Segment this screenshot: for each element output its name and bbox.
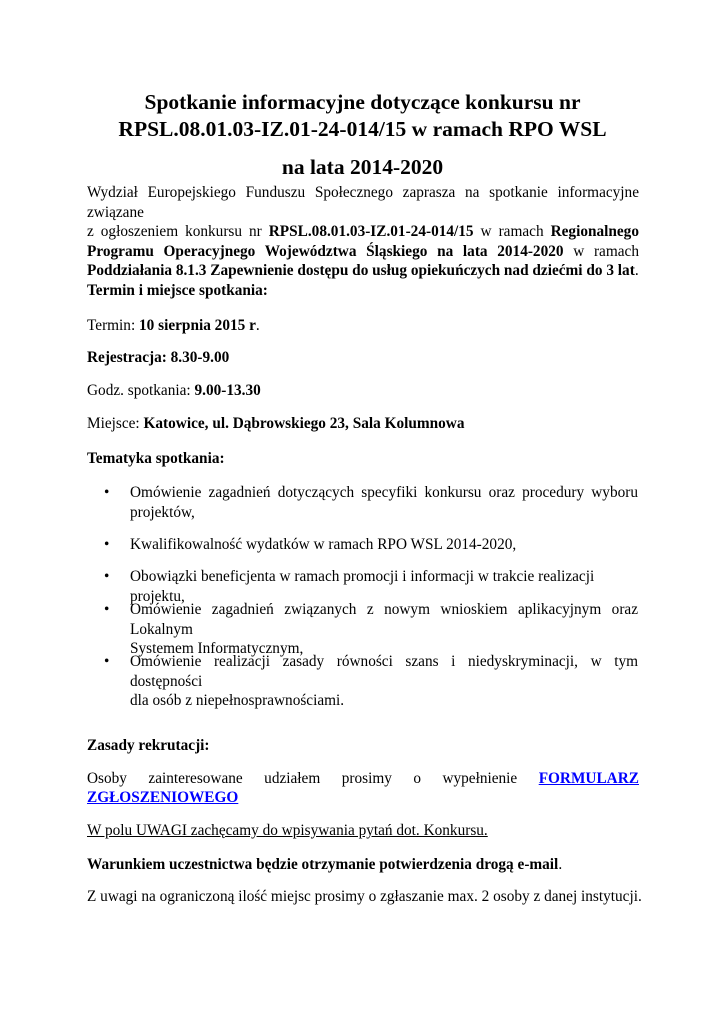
recruitment-heading	[87, 736, 210, 756]
list-item-line: Omówienie zagadnień dotyczących specyfiki konkursu oraz procedury wyboru	[130, 484, 638, 501]
title-line-2: RPSL.08.01.03-IZ.01-24-014/15 w ramach RPO WSL	[118, 117, 607, 141]
list-item-text	[130, 600, 638, 659]
intro-text: .	[634, 262, 639, 279]
details-heading	[87, 281, 268, 301]
place-value: Katowice, ul. Dąbrowskiego 23, Sala Kolumnowa	[143, 415, 465, 432]
date-value: 10 sierpnia 2015 r	[139, 317, 256, 334]
word: wypełnienie	[442, 770, 518, 787]
registration-form-link[interactable]: FORMULARZ	[538, 770, 639, 787]
topics-heading-text: Tematyka spotkania:	[87, 450, 225, 467]
bullet-icon: •	[104, 601, 110, 618]
registration-form-link[interactable]: ZGŁOSZENIOWEGO	[87, 789, 239, 806]
title-line-1: Spotkanie informacyjne dotyczące konkursu nr	[144, 90, 581, 114]
program-name-start: Regionalnego	[550, 223, 639, 240]
recruitment-heading-text: Zasady rekrutacji:	[87, 737, 210, 754]
bullet-icon: •	[104, 653, 110, 670]
intro-text: z ogłoszeniem konkursu nr	[87, 223, 269, 240]
place-label: Miejsce:	[87, 415, 144, 432]
registration-form-link-line-2[interactable]	[87, 788, 238, 808]
condition-dot: .	[558, 856, 563, 873]
word: zainteresowane	[148, 770, 243, 787]
list-item-line: projektów,	[130, 503, 195, 521]
date-dot: .	[255, 317, 260, 334]
word: prosimy	[341, 770, 392, 787]
recruitment-sentence	[87, 769, 639, 789]
intro-line-4	[87, 261, 639, 281]
list-item-text	[130, 652, 638, 711]
list-item-text	[130, 483, 638, 522]
competition-number: RPSL.08.01.03-IZ.01-24-014/15	[268, 223, 474, 240]
list-item-line: Kwalifikowalność wydatków w ramach RPO WSL 2014-2020,	[130, 536, 517, 553]
intro-line-3	[87, 242, 639, 262]
intro-line-2	[87, 222, 639, 242]
intro-line-1: Wydział Europejskiego Funduszu Społecznego zaprasza na spotkanie informacyjne związane	[87, 184, 639, 221]
list-item-line: Obowiązki beneficjenta w ramach promocji i informacji w trakcie realizacji projektu,	[130, 568, 595, 605]
registration-line	[87, 348, 229, 368]
list-item-line: Omówienie realizacji zasady równości szans i niedyskryminacji, w tym dostępności	[130, 653, 638, 690]
remarks-note: W polu UWAGI zachęcamy do wpisywania pytań dot. Konkursu.	[87, 822, 488, 839]
intro-paragraph	[87, 183, 639, 281]
registration-text: Rejestracja: 8.30-9.00	[87, 349, 230, 366]
list-item-line: dla osób z niepełnosprawnościami.	[130, 692, 345, 709]
condition-line	[87, 855, 562, 875]
bullet-icon: •	[104, 568, 110, 585]
list-item-line: Systemem Informatycznym,	[130, 640, 304, 657]
list-item-text	[130, 535, 638, 555]
details-heading-text: Termin i miejsce spotkania:	[87, 282, 268, 299]
title-line-3: na lata 2014-2020	[281, 155, 444, 179]
hours-value: 9.00-13.30	[194, 382, 261, 399]
program-name: Programu Operacyjnego Województwa Śląskiego na lata 2014-2020	[87, 242, 564, 260]
list-item-line: Omówienie zagadnień związanych z nowym wnioskiem aplikacyjnym oraz Lokalnym	[130, 601, 638, 638]
date-label: Termin:	[87, 317, 140, 334]
limit-note: Z uwagi na ograniczoną ilość miejsc prosimy o zgłaszanie max. 2 osoby z danej instytucji.	[87, 888, 642, 905]
word: o	[413, 770, 421, 787]
place-line	[87, 414, 464, 434]
intro-text: w ramach	[563, 242, 639, 260]
topics-heading	[87, 449, 225, 469]
bullet-icon: •	[104, 536, 110, 553]
bullet-icon: •	[104, 484, 110, 501]
condition-text: Warunkiem uczestnictwa będzie otrzymanie potwierdzenia drogą e-mail	[87, 856, 559, 873]
word: Osoby	[87, 770, 127, 787]
sub-measure-name: Poddziałania 8.1.3 Zapewnienie dostępu do usług opiekuńczych nad dziećmi do 3 lat	[87, 262, 635, 279]
date-line	[87, 316, 260, 336]
intro-text: w ramach	[473, 223, 551, 240]
hours-line	[87, 381, 261, 401]
document-title	[0, 89, 725, 143]
word: udziałem	[264, 770, 321, 787]
hours-label: Godz. spotkania:	[87, 382, 195, 399]
